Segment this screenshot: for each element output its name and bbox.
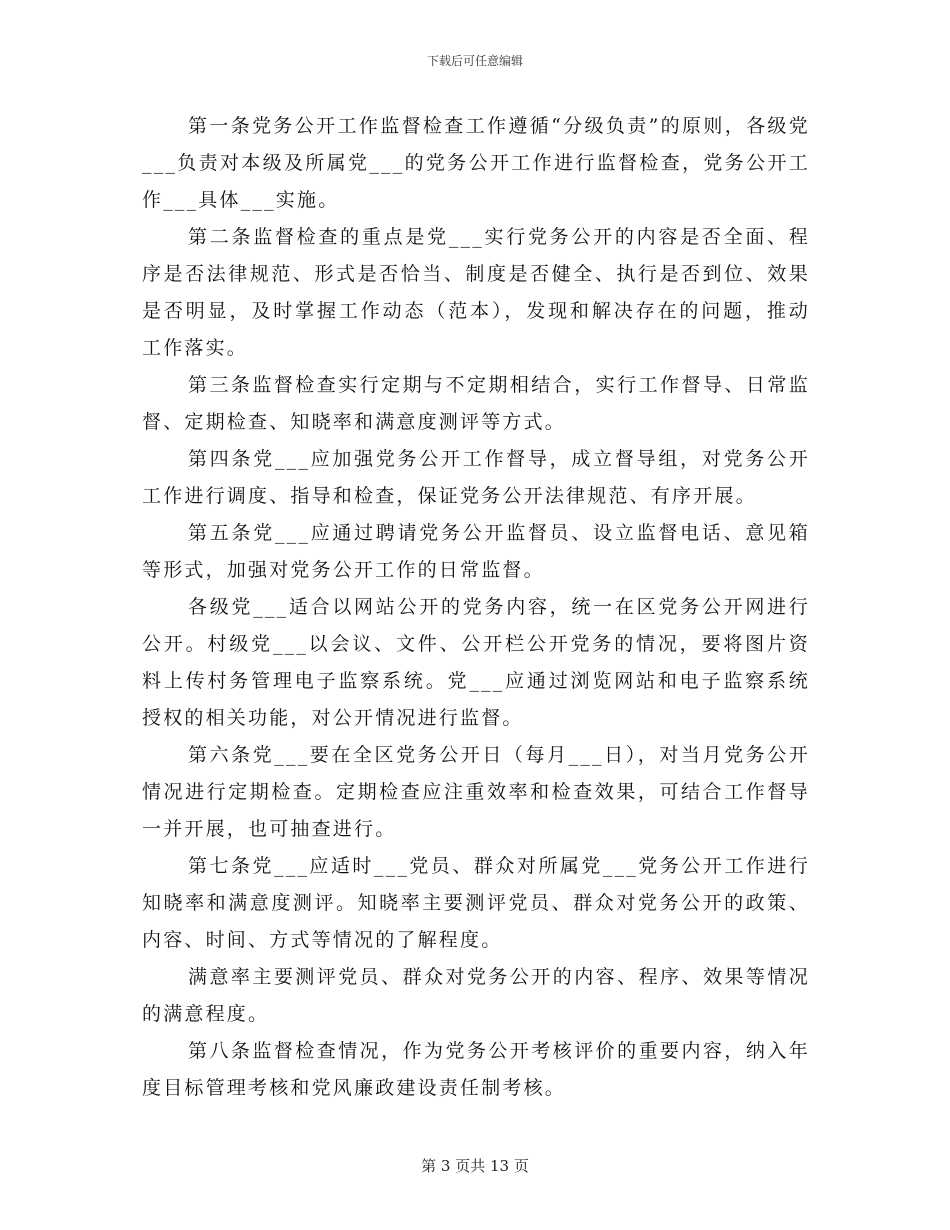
paragraph-article-3: 第三条监督检查实行定期与不定期相结合，实行工作督导、日常监督、定期检查、知晓率和满意度测评等方式。 — [142, 374, 810, 433]
page-number: 第 3 页共 13 页 — [421, 1157, 529, 1175]
paragraph-website-disclosure: 各级党___适合以网站公开的党务内容，统一在区党务公开网进行公开。村级党___以会议、文件、公开栏公开党务的情况，要将图片资料上传村务管理电子监察系统。党___应通过浏览网站和电子监察系统授权的相关功能，对公开情况进行监督。 — [142, 596, 810, 729]
paragraph-article-4: 第四条党___应加强党务公开工作督导，成立督导组，对党务公开工作进行调度、指导和检查，保证党务公开法律规范、有序开展。 — [142, 448, 810, 507]
page-header: 下载后可任意编辑 — [426, 54, 523, 68]
paragraph-article-5: 第五条党___应通过聘请党务公开监督员、设立监督电话、意见箱等形式，加强对党务公开工作的日常监督。 — [142, 522, 810, 581]
paragraph-article-8: 第八条监督检查情况，作为党务公开考核评价的重要内容，纳入年度目标管理考核和党风廉政建设责任制考核。 — [142, 1040, 810, 1099]
paragraph-satisfaction: 满意率主要测评党员、群众对党务公开的内容、程序、效果等情况的满意程度。 — [142, 966, 810, 1025]
document-body — [142, 108, 810, 1107]
paragraph-article-2: 第二条监督检查的重点是党___实行党务公开的内容是否全面、程序是否法律规范、形式是否恰当、制度是否健全、执行是否到位、效果是否明显，及时掌握工作动态（范本），发现和解决存在的问题，推动工作落实。 — [142, 226, 810, 359]
paragraph-article-6: 第六条党___要在全区党务公开日（每月___日），对当月党务公开情况进行定期检查。定期检查应注重效率和检查效果，可结合工作督导一并开展，也可抽查进行。 — [142, 744, 810, 840]
paragraph-article-7: 第七条党___应适时___党员、群众对所属党___党务公开工作进行知晓率和满意度测评。知晓率主要测评党员、群众对党务公开的政策、内容、时间、方式等情况的了解程度。 — [142, 855, 810, 951]
paragraph-article-1: 第一条党务公开工作监督检查工作遵循“分级负责”的原则，各级党___负责对本级及所属党___的党务公开工作进行监督检查，党务公开工作___具体___实施。 — [142, 115, 810, 211]
